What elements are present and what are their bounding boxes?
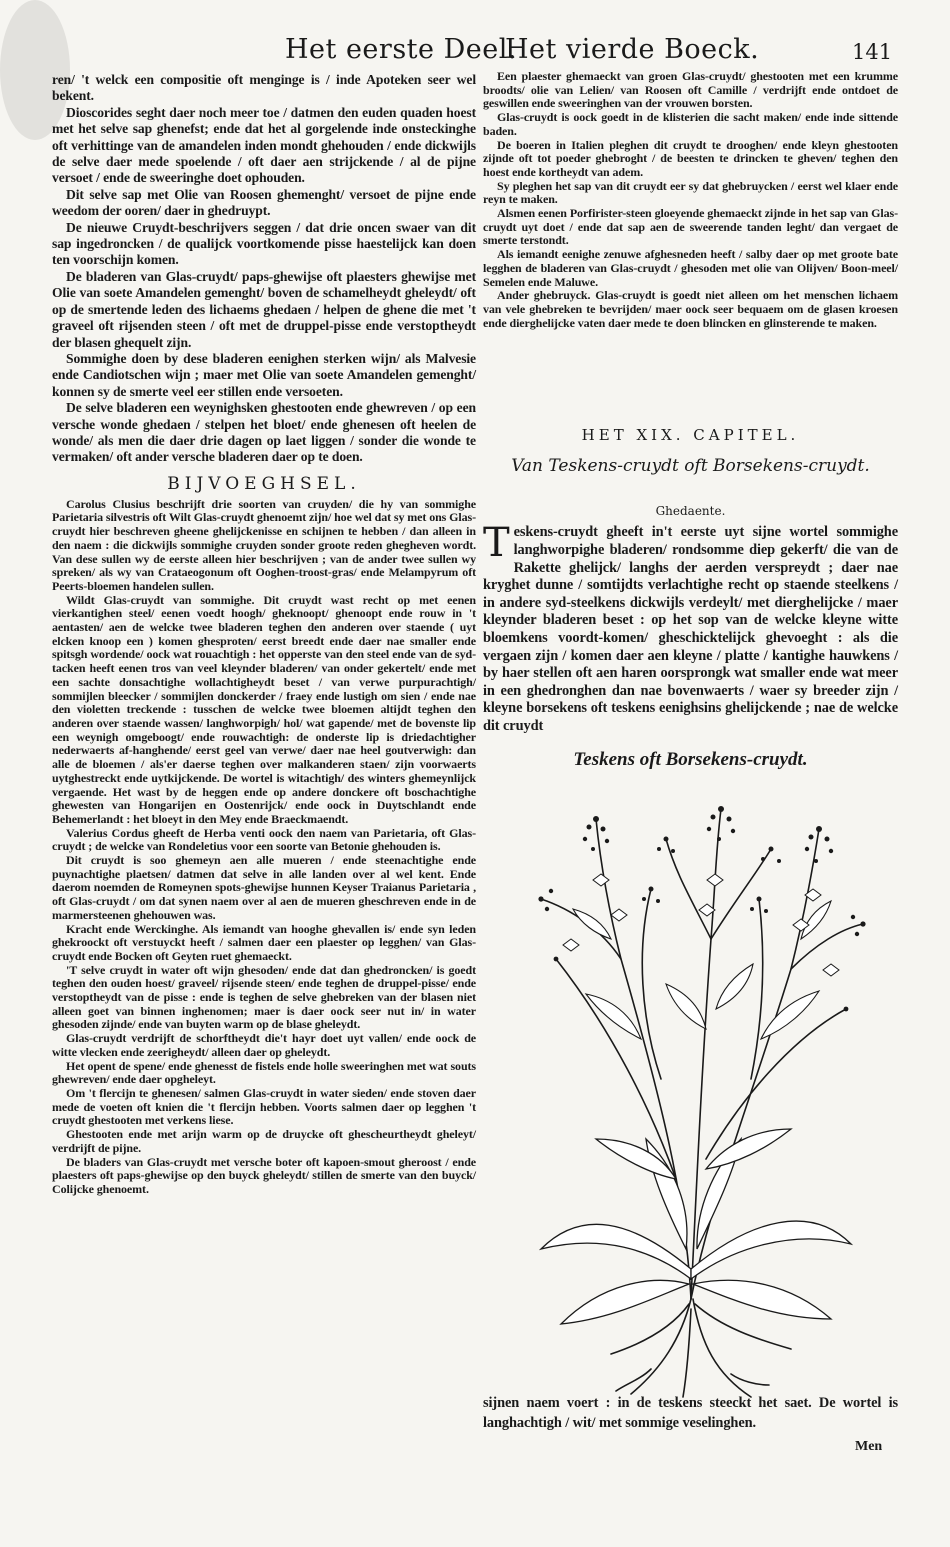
chapter-text: eskens-cruydt gheeft in't eerste uyt sijne wortel sommighe langhworpighe bladeren/ rondsomme diep gekerft/ die van de Rakette ghelijck/ langhs der aerden verspreydt ; daer nae kryghet dunne / somtijdts verlachtighe recht op staende steelkens / in andere syd-steelkens dickwijls verdeylt/ met dierghelijcke / maer kleynder bladeren beset : op het sop van de welcke kleyne witte bloemkens voordt-komen/ gheschicktelijck ghevoeght : als die vergaen zijn / komen daer aen kleyne / platte / kantighe hauwkens / by haer stellen oft aen haren oorsprongk wat smaller ende wat meer in een ghedronghen dan nae bovenwaerts / waer sy breeder zijn / kleyne borsekens oft teskens eenighsins ghelijckende ; nae de welcke dit cruydt — [483, 524, 898, 734]
chapter-heading: HET XIX. CAPITEL. — [581, 426, 800, 445]
paragraph: Glas-cruydt is oock goedt in de klisterien die sacht maken/ ende inde sittende baden. — [483, 110, 898, 138]
chapter-title: Van Teskens-cruydt oft Borsekens-cruydt. — [511, 456, 870, 477]
subsection-heading-ghedaente: Ghedaente. — [655, 504, 726, 519]
paragraph: De nieuwe Cruydt-beschrijvers seggen / dat drie oncen swaer van dit sap ingedroncken / de qualijck voortkomende pisse haestelijck kan doen ten voorschijn komen. — [52, 219, 476, 268]
paragraph: sijnen naem voert : in de teskens steeckt het saet. De wortel is langhachtigh / wit/ met sommige veselinghen. — [483, 1395, 898, 1431]
paragraph-intro: Carolus Clusius beschrijft drie soorten van cruyden/ die hy van sommighe Parietaria silvestris oft Wilt Glas-cruydt ghenoemt zijn/ hoe wel dat sy met ons Glas-cruydt hier beschreven gheene ghelijckenisse en schijnen te hebben / dan alleen in den naem : die dickwijls sommighe cruyden sonder groote reden ghegheven wordt. Van dese sullen wy de eerste alleen hier beschrijven ; van de ander twee sullen wy spreken/ als wy van Crataeogonum oft Ooghen-troost-gras/ ende Melampyrum oft Peerts-bloemen handelen sullen. — [52, 496, 476, 593]
chapter-paragraph — [483, 520, 898, 735]
paragraph: Kracht ende Werckinghe. Als iemandt van hooghe ghevallen is/ ende syn leden ghekroockt oft verstuyckt heeft / salmen daer een plaester op legghen/ van Glas-cruydt ende Bocken oft Geyten ruet ghemaeckt. — [52, 921, 476, 963]
paragraph: De bladers van Glas-cruydt met versche boter oft kapoen-smout gheroost / ende plaesters oft paps-ghewijse op den buyck gheleydt/ stillen de smerte van den buyck/ Colijcke ghenoemt. — [52, 1154, 476, 1196]
paragraph: Dit selve sap met Olie van Roosen ghemenght/ versoet de pijne ende weedom der ooren/ daer in ghedruypt. — [52, 186, 476, 219]
section-heading-bijvoeghsel: BIJVOEGHSEL. — [167, 473, 361, 494]
paragraph: De selve bladeren een weynighsken ghestooten ende ghewreven / op een versche wonde ghedaen / stelpen het bloet/ ende ghenesen oft heelen de wonde/ als men die daer drie dagen op laet liggen / sonder die wonde te vermaken/ oft ander versche bladeren daer op te doen. — [52, 400, 476, 465]
paragraph: Om 't flercijn te ghenesen/ salmen Glas-cruydt in water sieden/ ende stoven daer mede de voeten oft knien die 't flercijn hebben. Voorts salmen daer op legghen 't cruydt ghestooten met verkens liese. — [52, 1085, 476, 1128]
paragraph: Valerius Cordus gheeft de Herba venti oock den naem van Parietaria, oft Glas-cruydt ; de welcke van Rondeletius voor een soorte van Betonie ghehouden is. — [52, 825, 476, 854]
right-column — [483, 70, 898, 1399]
running-head-left: Het eerste Deel. — [285, 34, 517, 65]
catchword: Men — [855, 1439, 883, 1454]
paragraph: De boeren in Italien pleghen dit cruydt te drooghen/ ende kleyn ghestooten zijnde oft tot poeder ghebroght / de beesten te drincken te gheven/ teghen den hoest ende kortheydt van adem. — [483, 137, 898, 179]
paragraph: Ander ghebruyck. Glas-cruydt is goedt niet alleen om het menschen lichaem van vele ghebreken te bevrijden/ maer oock seer bequaem om de glasen kroesen ende dierghelijcke vaten daer mede te doen blincken en glinsterende te maken. — [483, 288, 898, 330]
page-number: 141 — [852, 40, 893, 64]
paragraph: Ghestooten ende met arijn warm op de druycke oft ghescheurtheydt gheleyt/ verdrijft de pijne. — [52, 1127, 476, 1155]
paragraph: De bladeren van Glas-cruydt/ paps-ghewijse oft plaesters ghewijse met Olie van soete Amandelen gemenght/ boven de schamelheydt gheleydt/ oft op de smertende leden des lichaems ghedaen / helpen de ghene die met 't graveel oft rijsenden steen / oft met de druppel-pisse ende verstoptheydt der blasen ghequelt zijn. — [52, 268, 476, 350]
plant-woodcut-figure — [501, 779, 881, 1399]
text-after-figure — [483, 1393, 898, 1433]
drop-cap: T — [483, 520, 510, 567]
paragraph: Alsmen eenen Porfirister-steen gloeyende ghemaeckt zijnde in het sap van Glas-cruydt uyt doet / ende dat sap aen de sweerende tanden leght/ dan vergaet de smerte terstondt. — [483, 206, 898, 248]
paragraph: Sy pleghen het sap van dit cruydt eer sy dat ghebruycken / eerst wel klaer ende reyn te maken. — [483, 178, 898, 207]
paragraph: 'T selve cruydt in water oft wijn ghesoden/ ende dat dan ghedroncken/ is goedt teghen den ouden hoest/ graveel/ rijsende steen/ ende teghen de druppel-pisse/ ende verstoptheydt van de pisse : ende is teghen de selve ghebreken van der blasen niet alleen goet van binnen inghenomen; maer is daer oock seer nut in/ in water ghesoden zijnde/ ende van buyten warm op de blase gheleydt. — [52, 962, 476, 1032]
paragraph: Glas-cruydt verdrijft de schorftheydt die't hayr doet uyt vallen/ ende oock de witte vlecken ende zeerigheydt/ alleen daer op gheleydt. — [52, 1031, 476, 1059]
left-column — [52, 72, 476, 1197]
paragraph: Dit cruydt is soo ghemeyn aen alle mueren / ende steenachtighe ende puynachtighe plaetsen/ datmen dat selve in alle landen over al wel kent. Ende daerom noemden de Romeynen spots-ghewijse hunnen Keyser Traianus Parietaria , oft Glas-cruydt / om dat synen naem over al aen de mueren gheschreven ende in de marmersteenen ghehouwen was. — [52, 853, 476, 922]
paragraph: Het opent de spene/ ende ghenesst de fistels ende holle sweeringhen met wat souts ghewreven/ ende daer opgheleyt. — [52, 1058, 476, 1087]
paragraph: Sommighe doen by dese bladeren eenighen sterken wijn/ als Malvesie ende Candiotschen wijn ; maer met Olie van soete Amandelen gemenght/ konnen sy de smerte veel eer stillen ende versoeten. — [52, 350, 476, 399]
running-head-right: Het vierde Boeck. — [505, 34, 760, 65]
figure-caption: Teskens oft Borsekens-cruydt. — [573, 749, 808, 771]
paragraph: Dioscorides seght daer noch meer toe / datmen den euden quaden hoest met het selve sap ghenefst; ende dat het al gorgelende inde onsteckinghe oft verhittinge van de amandelen inden mondt ghehouden / ende dickwijls de selve daer mede spoelende / oft daer aen strijckende / al de pijne versoet / ende de sweeringhe doet ophouden. — [52, 104, 476, 186]
paragraph: Wildt Glas-cruydt van sommighe. Dit cruydt wast recht op met eenen vierkantighen steel/ eenen voedt hoogh/ gheknoopt/ ghenoopt ende rouw in 't aentasten/ aen de welcke twee bladeren teghen den anderen over staende ( uyt elcken knoop een ) komen ghesproten/ eerst breedt ende daer nae smaller ende spitsgh wordende/ oock wat rouachtigh : het opperste van den steel ende van de syd-tacken heeft eenen tros van veel kleynder bladeren/ van onder gekertelt/ ende met een sachte donsachtighe wollachtigheydt beset / van verwe purpurachtigh/ sommijlen bleecker / sommijlen donckerder / fraey ende lustigh om sien / ende nae den violetten treckende : tusschen de welcke twee bloemen altijdt teghen den anderen over staende wassen/ langhworpigh/ hol/ wat gapende/ met de bovenste lip een weynigh omgeboogt/ ende rouwachtigh: de onderste lip is driedachtigher nederwaerts af-hanghende/ eerst geel van verwe/ daer nae heel goutverwigh: dan alle de bloemen / als'er daerse teghen over malkanderen staen/ zijn voorwaerts uytghestreckt ende uytkijckende. De wortel is witachtigh/ des winters ghemeynlijck vergaende. Het wast by de heggen ende op andere donckere oft boschachtighe ghewesten van Hongarijen en Oostenrijck/ ende oock in Duytschlandt ende Behemerlandt : het bloeyt in den Mey ende Braeckmaendt. — [52, 592, 476, 826]
paragraph: Als iemandt eenighe zenuwe afghesneden heeft / salby daer op met groote bate legghen de bladeren van Glas-cruydt / ghesoden met olie van Olijven/ Boon-meel/ Semelen ende Maluwe. — [483, 247, 898, 289]
paragraph: ren/ 't welck een compositie oft menginge is / inde Apoteken seer wel bekent. — [52, 72, 476, 104]
paragraph: Een plaester ghemaeckt van groen Glas-cruydt/ ghestooten met een krumme broodts/ olie van Lelien/ van Roosen oft Camille / verdrijft ende ontdoet de geswillen ende sweeringhen van der vrouwen borsten. — [483, 69, 898, 111]
